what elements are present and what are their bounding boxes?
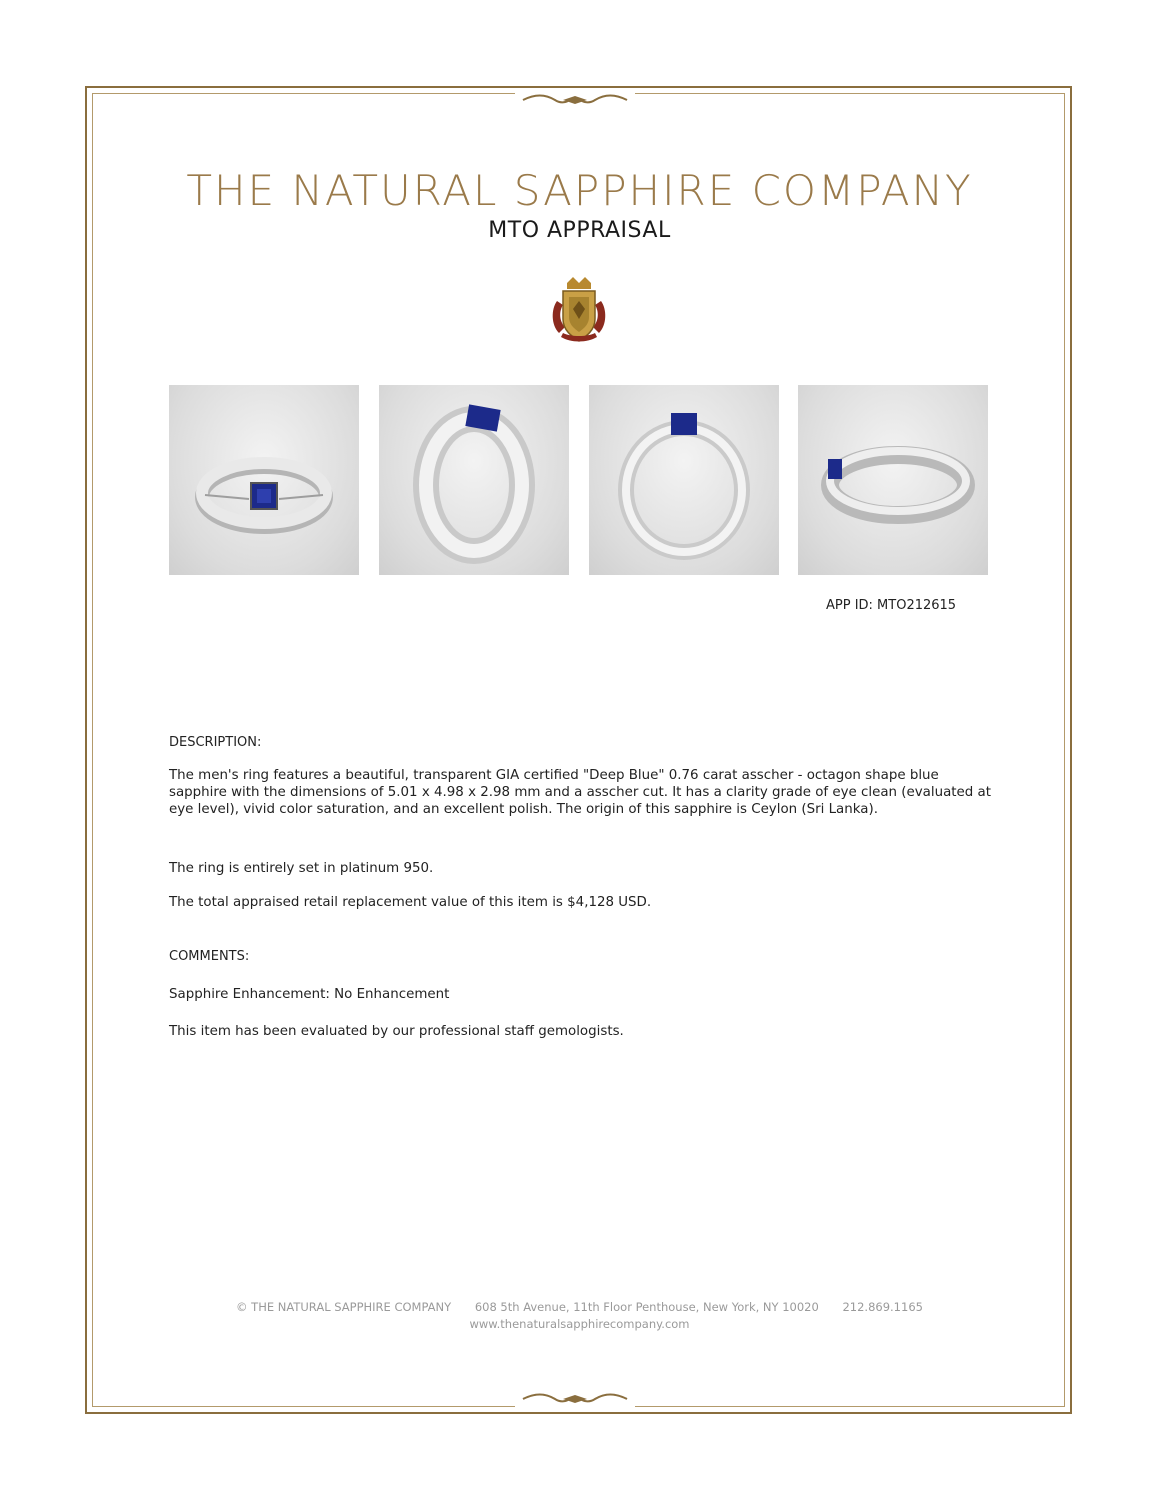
evaluation-text: This item has been evaluated by our professional staff gemologists. xyxy=(169,1024,624,1039)
ornament-bottom-icon xyxy=(515,1391,635,1407)
description-paragraph: The men's ring features a beautiful, transparent GIA certified "Deep Blue" 0.76 carat asscher - octagon shape blue sapphire with the dimensions of 5.01 x 4.98 x 2.98 mm and a asscher cut. It has a clarity grade of eye clean (evaluated at eye level), vivid color saturation, and an excellent polish. The origin of this sapphire is Ceylon (Sri Lanka). xyxy=(169,768,992,817)
description-label: DESCRIPTION: xyxy=(169,735,262,750)
setting-paragraph: The ring is entirely set in platinum 950. xyxy=(169,861,434,876)
ring-photo-side xyxy=(379,385,569,575)
footer-website[interactable]: www.thenaturalsapphirecompany.com xyxy=(469,1317,690,1331)
comments-label: COMMENTS: xyxy=(169,949,250,964)
footer-address: 608 5th Avenue, 11th Floor Penthouse, New York, NY 10020 xyxy=(474,1300,819,1314)
ring-photo-profile xyxy=(798,385,988,575)
value-paragraph: The total appraised retail replacement value of this item is $4,128 USD. xyxy=(169,895,652,910)
appraisal-id: APP ID: MTO212615 xyxy=(826,598,957,613)
ring-photo-front xyxy=(589,385,779,575)
ornament-top-icon xyxy=(515,92,635,108)
footer-copyright: © THE NATURAL SAPPHIRE COMPANY xyxy=(236,1300,452,1314)
crest-logo-icon xyxy=(547,275,611,347)
ring-photo-top xyxy=(169,385,359,575)
footer-contact xyxy=(0,1300,1159,1314)
footer-phone: 212.869.1165 xyxy=(842,1300,923,1314)
document-subtitle: MTO APPRAISAL xyxy=(488,218,671,243)
enhancement-text: Sapphire Enhancement: No Enhancement xyxy=(169,987,450,1002)
company-title: THE NATURAL SAPPHIRE COMPANY xyxy=(186,166,973,215)
